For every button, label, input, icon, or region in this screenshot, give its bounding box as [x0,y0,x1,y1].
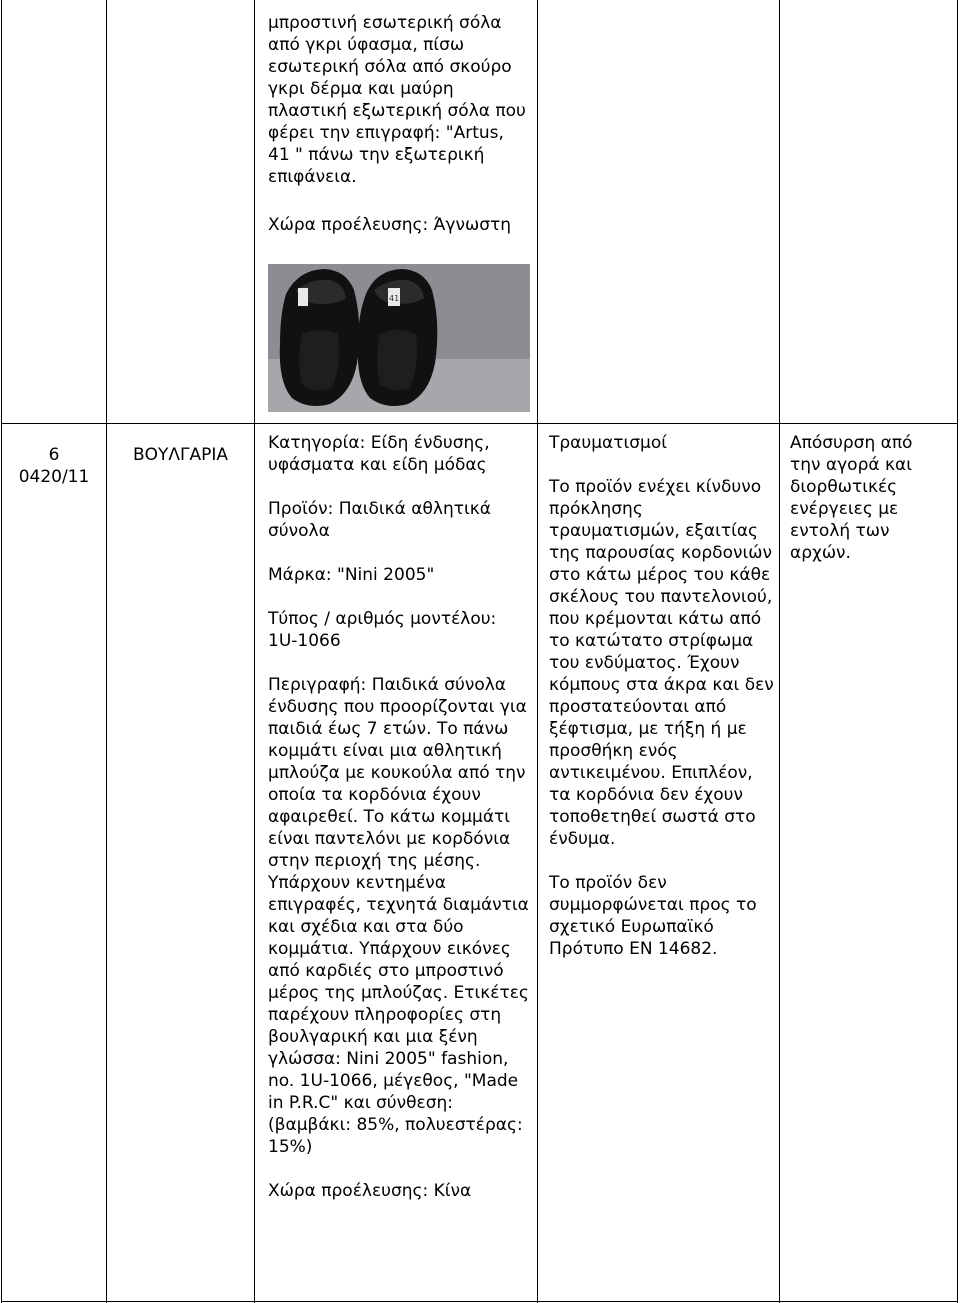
left-shoe [280,269,360,406]
table-border-right [957,0,958,1303]
risk-title: Τραυματισμοί [549,433,667,453]
column-divider-1 [106,0,107,1303]
column-divider-2 [254,0,255,1303]
notifying-country: ΒΟΥΛΓΑΡΙΑ [132,445,229,465]
product-model: Τύπος / αριθμός μοντέλου: 1U-1066 [268,609,497,651]
product-origin: Χώρα προέλευσης: Κίνα [268,1181,472,1201]
table-border-bottom [1,1301,958,1302]
row-divider [1,423,958,424]
product-category: Κατηγορία: Είδη ένδυσης, υφάσματα και είδη μόδας [268,433,490,475]
risk-cell [549,432,777,960]
product-brand: Μάρκα: "Nini 2005" [268,565,435,585]
prev-origin-cell [268,214,530,236]
shoes-photo [268,264,530,412]
column-divider-4 [779,0,780,1303]
column-divider-3 [537,0,538,1303]
measures-cell [790,432,948,564]
risk-text: Το προϊόν ενέχει κίνδυνο πρόκλησης τραυματισμών, εξαιτίας της παρουσίας κορδονιών στο κάτω μέρος του κάθε σκέλους του παντελονιού, που κρέμονται κάτω από το κατώτατο στρίφωμα του ενδύματος. Έχουν κόμπους στα άκρα και δεν προστατεύονται από ξέφτισμα, με τήξη ή με προσθήκη ενός αντικειμένου. Επιπλέον, τα κορδόνια δεν έχουν τοποθετηθεί σωστά στο ένδυμα. [549,477,774,849]
shoe-size-label: 41 [389,294,400,303]
measures-text: Απόσυρση από την αγορά και διορθωτικές ενέργειες με εντολή των αρχών. [790,433,913,563]
risk-standard: Το προϊόν δεν συμμορφώνεται προς το σχετικό Ευρωπαϊκό Πρότυπο EN 14682. [549,873,757,959]
notification-ref: 0420/11 [18,467,90,487]
row-number: 6 [48,445,60,465]
row-number-cell [2,444,106,488]
product-name: Προϊόν: Παιδικά αθλητικά σύνολα [268,499,491,541]
country-cell [107,444,254,466]
product-description: Περιγραφή: Παιδικά σύνολα ένδυσης που προορίζονται για παιδιά έως 7 ετών. Το πάνω κομμάτι είναι μια αθλητική μπλούζα με κουκούλα από την οποία τα κορδόνια έχουν αφαιρεθεί. Το κάτω κομμάτι είναι παντελόνι με κορδόνια στην περιοχή της μέσης. Υπάρχουν κεντημένα επιγραφές, τεχνητά διαμάντια και σχέδια και στα δύο κομμάτια. Υπάρχουν εικόνες από καρδιές στο μπροστινό μέρος της μπλούζας. Ετικέτες παρέχουν πληροφορίες στη βουλγαρική και μια ξένη γλώσσα: Nini 2005" fashion, no. 1U-1066, μέγεθος, "Made in P.R.C" και σύνθεση: (βαμβάκι: 85%, πολυεστέρας: 15%) [268,675,529,1157]
prev-description-cell [268,12,530,188]
prev-origin-text: Χώρα προέλευσης: Άγνωστη [268,215,511,235]
product-cell [268,432,530,1202]
right-shoe [358,269,438,406]
table-border-left [1,0,2,1303]
prev-description-text: μπροστινή εσωτερική σόλα από γκρι ύφασμα, πίσω εσωτερική σόλα από σκούρο γκρι δέρμα και μαύρη πλαστική εξωτερική σόλα που φέρει την επιγραφή: "Artus, 41 " πάνω την εξωτερική επιφάνεια. [268,13,526,187]
